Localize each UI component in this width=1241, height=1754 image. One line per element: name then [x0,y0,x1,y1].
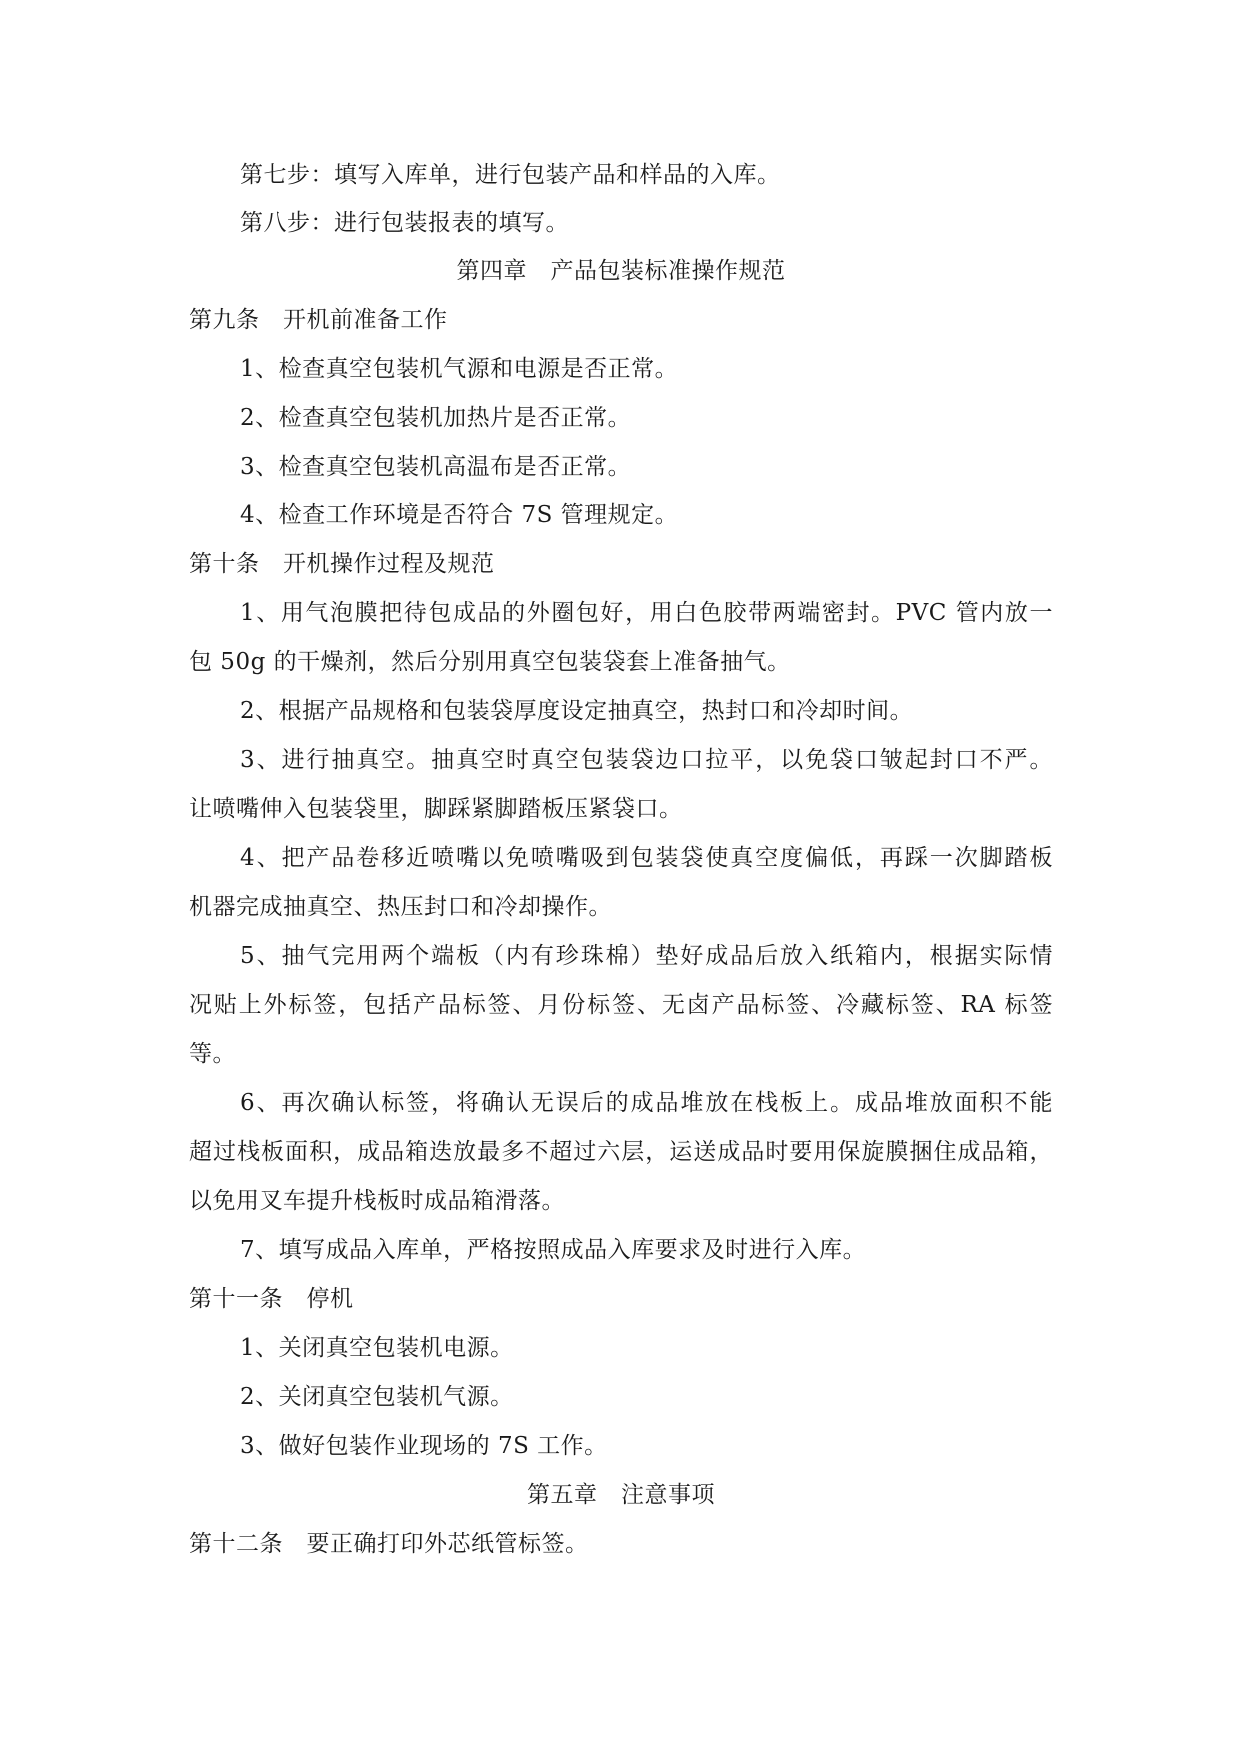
article-10-item-4-line-2: 机器完成抽真空、热压封口和冷却操作。 [189,894,612,920]
article-9-item-1: 1、检查真空包装机气源和电源是否正常。 [240,356,679,382]
chapter-4-heading: 第四章 产品包装标准操作规范 [456,258,786,284]
step-8-text: 第八步：进行包装报表的填写。 [240,210,569,236]
article-9-item-2: 2、检查真空包装机加热片是否正常。 [240,405,632,431]
article-10-item-5-line-2: 况贴上外标签，包括产品标签、月份标签、无卤产品标签、冷藏标签、RA 标签 [189,992,1053,1018]
article-10-item-6-line-1: 6、再次确认标签，将确认无误后的成品堆放在栈板上。成品堆放面积不能 [240,1090,1053,1116]
article-9-heading: 第九条 开机前准备工作 [189,307,448,333]
article-10-item-3-line-2: 让喷嘴伸入包装袋里，脚踩紧脚踏板压紧袋口。 [189,796,683,822]
article-11-item-1: 1、关闭真空包装机电源。 [240,1335,514,1361]
article-10-item-6-line-3: 以免用叉车提升栈板时成品箱滑落。 [189,1188,565,1214]
article-9-item-3: 3、检查真空包装机高温布是否正常。 [240,454,632,480]
article-11-item-3: 3、做好包装作业现场的 7S 工作。 [240,1433,608,1459]
article-10-item-1-line-2: 包 50g 的干燥剂，然后分别用真空包装袋套上准备抽气。 [189,649,791,675]
chapter-5-heading: 第五章 注意事项 [527,1482,715,1508]
article-10-item-7: 7、填写成品入库单，严格按照成品入库要求及时进行入库。 [240,1237,867,1263]
article-11-item-2: 2、关闭真空包装机气源。 [240,1384,514,1410]
article-10-item-1-line-1: 1、用气泡膜把待包成品的外圈包好，用白色胶带两端密封。PVC 管内放一 [240,600,1053,626]
article-10-item-5-line-1: 5、抽气完用两个端板（内有珍珠棉）垫好成品后放入纸箱内，根据实际情 [240,943,1053,969]
article-10-item-4-line-1: 4、把产品卷移近喷嘴以免喷嘴吸到包装袋使真空度偏低，再踩一次脚踏板 [240,845,1053,871]
article-10-item-2: 2、根据产品规格和包装袋厚度设定抽真空，热封口和冷却时间。 [240,698,914,724]
article-9-item-4: 4、检查工作环境是否符合 7S 管理规定。 [240,502,679,528]
article-10-item-6-line-2: 超过栈板面积，成品箱迭放最多不超过六层，运送成品时要用保旋膜捆住成品箱， [189,1139,1053,1165]
article-10-heading: 第十条 开机操作过程及规范 [189,551,495,577]
article-10-item-3-line-1: 3、进行抽真空。抽真空时真空包装袋边口拉平，以免袋口皱起封口不严。 [240,747,1053,773]
article-11-heading: 第十一条 停机 [189,1286,354,1312]
step-7-text: 第七步：填写入库单，进行包装产品和样品的入库。 [240,162,781,188]
article-10-item-5-line-3: 等。 [189,1041,236,1067]
article-12-heading: 第十二条 要正确打印外芯纸管标签。 [189,1531,589,1557]
